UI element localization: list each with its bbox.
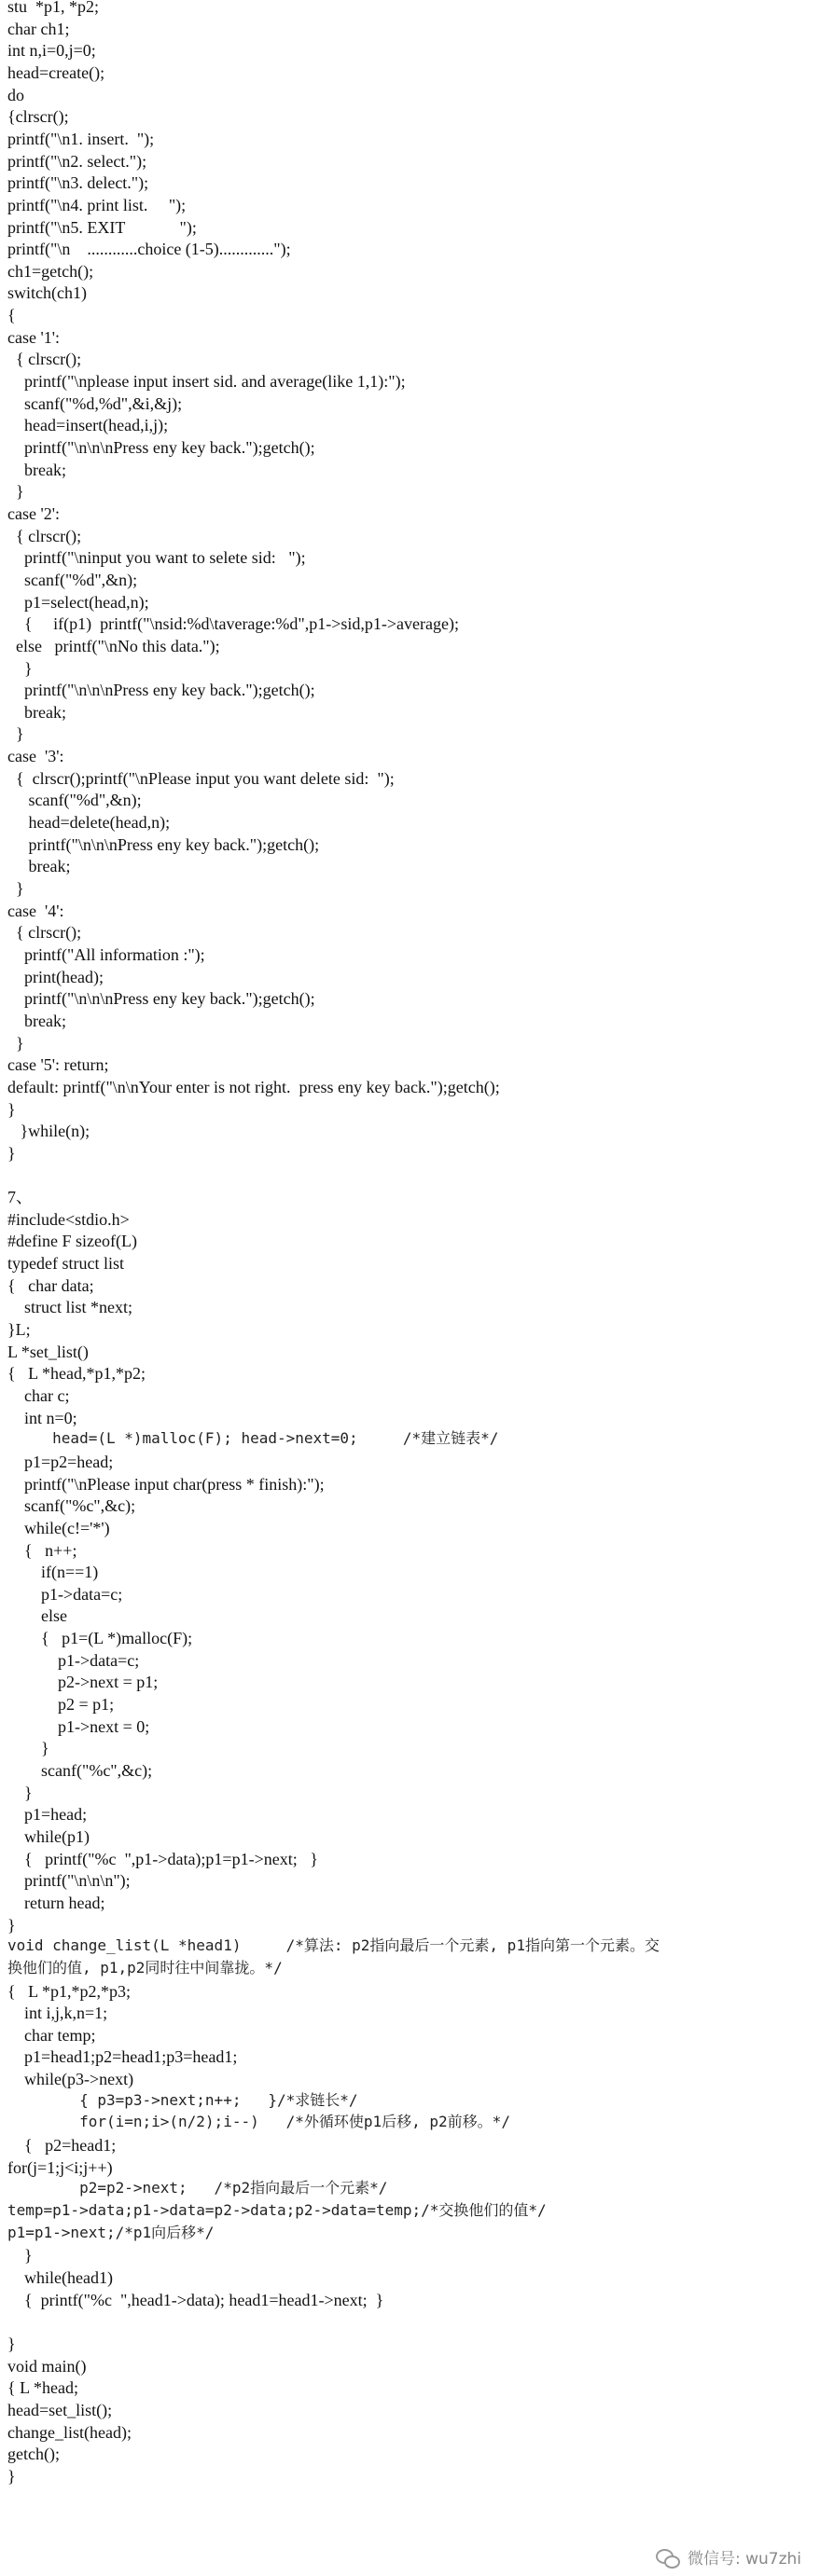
code-line: { p1=(L *)malloc(F); bbox=[7, 1629, 193, 1648]
code-line: } bbox=[7, 1915, 16, 1935]
code-line: break; bbox=[7, 460, 66, 479]
code-line: char ch1; bbox=[7, 19, 70, 38]
code-line: } bbox=[7, 1143, 16, 1163]
code-line: { clrscr(); bbox=[7, 923, 82, 943]
code-line: { printf("%c ",head1->data); head1=head1->next; } bbox=[7, 2290, 384, 2309]
code-line: stu *p1, *p2; bbox=[7, 0, 100, 16]
code-line: struct list *next; bbox=[7, 1298, 132, 1317]
code-line: typedef struct list bbox=[7, 1254, 124, 1274]
code-line: return head; bbox=[7, 1893, 105, 1912]
code-line: printf("All information :"); bbox=[7, 944, 205, 964]
code-line: head=insert(head,i,j); bbox=[7, 416, 169, 435]
code-line: { L *head; bbox=[7, 2378, 78, 2398]
code-line: { p3=p3->next;n++; }/*求链长*/ bbox=[7, 2090, 358, 2109]
code-line: #define F sizeof(L) bbox=[7, 1232, 137, 1251]
code-line: { if(p1) printf("\nsid:%d\taverage:%d",p1->sid,p1->average); bbox=[7, 614, 459, 634]
code-line: char c; bbox=[7, 1385, 70, 1405]
code-line: while(p3->next) bbox=[7, 2070, 134, 2089]
code-line: }L; bbox=[7, 1320, 31, 1339]
code-line: { char data; bbox=[7, 1275, 94, 1295]
code-line: { n++; bbox=[7, 1540, 77, 1560]
wechat-icon bbox=[656, 2547, 680, 2568]
code-line: p1=p1->next;/*p1向后移*/ bbox=[7, 2223, 215, 2241]
code-line: { clrscr(); bbox=[7, 350, 82, 369]
code-line: print(head); bbox=[7, 967, 104, 986]
code-line: case '4': bbox=[7, 901, 64, 920]
code-line: printf("\n3. delect."); bbox=[7, 173, 149, 193]
code-line: { clrscr();printf("\nPlease input you want delete sid: "); bbox=[7, 768, 395, 788]
code-line: head=(L *)malloc(F); head->next=0; /*建立链表*/ bbox=[7, 1429, 499, 1448]
code-line: }while(n); bbox=[7, 1122, 90, 1141]
code-line: { L *p1,*p2,*p3; bbox=[7, 1981, 131, 2001]
code-line: int n=0; bbox=[7, 1408, 77, 1427]
code-line: p1->data=c; bbox=[7, 1584, 123, 1604]
code-line: p2 = p1; bbox=[7, 1695, 115, 1715]
code-line: } bbox=[7, 1783, 33, 1802]
code-line: printf("\n5. EXIT "); bbox=[7, 217, 197, 237]
code-line: head=delete(head,n); bbox=[7, 813, 171, 833]
code-line: scanf("%d",&n); bbox=[7, 791, 142, 810]
code-line: else printf("\nNo this data."); bbox=[7, 636, 220, 655]
code-line: L *set_list() bbox=[7, 1342, 89, 1361]
code-line: scanf("%d,%d",&i,&j); bbox=[7, 393, 183, 413]
code-line: case '5': return; bbox=[7, 1055, 109, 1075]
code-line: while(c!='*') bbox=[7, 1518, 110, 1537]
code-line: p1->data=c; bbox=[7, 1650, 140, 1670]
code-line: break; bbox=[7, 857, 71, 876]
code-line: void main() bbox=[7, 2356, 87, 2376]
code-line: p1->next = 0; bbox=[7, 1716, 150, 1736]
code-line: change_list(head); bbox=[7, 2422, 132, 2442]
code-line: head=set_list(); bbox=[7, 2400, 113, 2419]
code-line: case '1': bbox=[7, 327, 60, 347]
code-line: getch(); bbox=[7, 2445, 60, 2464]
watermark-text: 微信号: wu7zhi bbox=[687, 2550, 801, 2569]
code-line: } bbox=[7, 658, 33, 678]
code-line: char temp; bbox=[7, 2025, 96, 2045]
code-line: 7、 bbox=[7, 1188, 33, 1207]
code-line: ch1=getch(); bbox=[7, 261, 94, 281]
code-line: for(j=1;j<i;j++) bbox=[7, 2157, 113, 2177]
code-line: printf("\n1. insert. "); bbox=[7, 129, 155, 148]
code-line: break; bbox=[7, 702, 66, 722]
code-line: p1=head1;p2=head1;p3=head1; bbox=[7, 2047, 238, 2067]
code-line: printf("\n\n\nPress eny key back.");getch(); bbox=[7, 989, 315, 1009]
wechat-watermark bbox=[656, 2545, 801, 2569]
code-line: case '2': bbox=[7, 503, 60, 523]
code-line: } bbox=[7, 879, 24, 898]
code-line: printf("\ninput you want to selete sid: "); bbox=[7, 548, 306, 568]
code-line: for(i=n;i>(n/2);i--) /*外循环使p1后移, p2前移。*/ bbox=[7, 2113, 510, 2131]
code-line: printf("\n2. select."); bbox=[7, 151, 147, 171]
code-line: case '3': bbox=[7, 747, 64, 766]
code-line: if(n==1) bbox=[7, 1563, 99, 1582]
code-line: printf("\n ............choice (1-5)............."); bbox=[7, 240, 291, 259]
code-line: { L *head,*p1,*p2; bbox=[7, 1364, 146, 1384]
code-line: { bbox=[7, 306, 16, 325]
code-line: { printf("%c ",p1->data);p1=p1->next; } bbox=[7, 1849, 318, 1868]
code-line: p1=select(head,n); bbox=[7, 592, 149, 612]
code-line: } bbox=[7, 1033, 24, 1053]
code-line: } bbox=[7, 2334, 16, 2353]
code-line: scanf("%c",&c); bbox=[7, 1496, 136, 1516]
code-line: #include<stdio.h> bbox=[7, 1209, 130, 1229]
code-line: scanf("%c",&c); bbox=[7, 1761, 153, 1780]
code-line: p1=head; bbox=[7, 1805, 88, 1825]
code-line: head=create(); bbox=[7, 62, 105, 82]
code-line: } bbox=[7, 2246, 33, 2266]
code-line: while(p1) bbox=[7, 1826, 90, 1846]
code-line: printf("\n\n\nPress eny key back.");getch(); bbox=[7, 681, 315, 700]
code-line: else bbox=[7, 1606, 67, 1626]
code-line: } bbox=[7, 482, 24, 502]
code-line: printf("\n\n\n"); bbox=[7, 1871, 131, 1891]
code-line: printf("\n\n\nPress eny key back.");getch(); bbox=[7, 834, 320, 854]
code-line: printf("\n4. print list. "); bbox=[7, 195, 187, 214]
code-line: } bbox=[7, 724, 24, 744]
code-line: printf("\nplease input insert sid. and average(like 1,1):"); bbox=[7, 372, 406, 392]
code-line: printf("\nPlease input char(press * finish):"); bbox=[7, 1474, 325, 1494]
code-line: { p2=head1; bbox=[7, 2136, 117, 2156]
code-line: } bbox=[7, 1739, 49, 1758]
code-line: int i,j,k,n=1; bbox=[7, 2004, 108, 2023]
code-line: do bbox=[7, 85, 24, 104]
code-line: p2=p2->next; /*p2指向最后一个元素*/ bbox=[7, 2179, 388, 2197]
code-line: switch(ch1) bbox=[7, 283, 87, 303]
code-line: scanf("%d",&n); bbox=[7, 570, 138, 589]
code-line: 换他们的值, p1,p2同时往中间靠拢。*/ bbox=[7, 1958, 283, 1977]
code-line: {clrscr(); bbox=[7, 107, 69, 127]
code-line: default: printf("\n\nYour enter is not right. press eny key back.");getch(); bbox=[7, 1077, 500, 1096]
code-line: printf("\n\n\nPress eny key back.");getch(); bbox=[7, 438, 315, 457]
code-line: while(head1) bbox=[7, 2267, 113, 2287]
code-line: } bbox=[7, 1099, 16, 1119]
code-line: temp=p1->data;p1->data=p2->data;p2->data=temp;/*交换他们的值*/ bbox=[7, 2201, 547, 2219]
code-line: void change_list(L *head1) /*算法: p2指向最后一个元素, p1指向第一个元素。交 bbox=[7, 1936, 660, 1955]
code-line: p2->next = p1; bbox=[7, 1673, 159, 1692]
code-line: p1=p2=head; bbox=[7, 1452, 114, 1471]
code-line: { clrscr(); bbox=[7, 526, 82, 545]
code-line: break; bbox=[7, 1011, 66, 1030]
code-line: } bbox=[7, 2466, 16, 2486]
code-line: int n,i=0,j=0; bbox=[7, 41, 96, 61]
